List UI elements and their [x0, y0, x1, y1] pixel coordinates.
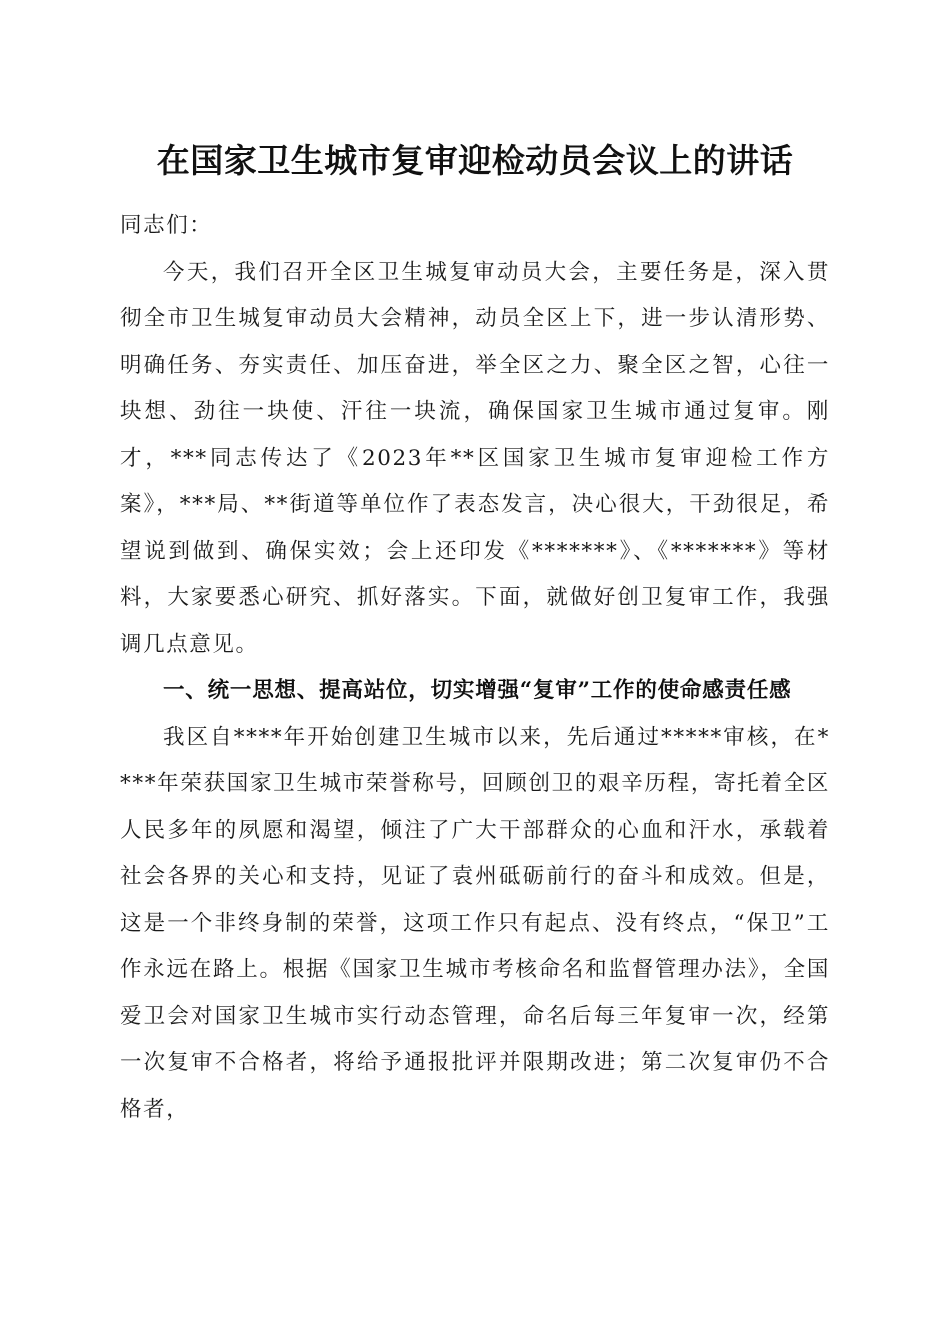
document-body — [120, 203, 830, 1133]
paragraph-intro: 今天，我们召开全区卫生城复审动员大会，主要任务是，深入贯彻全市卫生城复审动员大会精神，动员全区上下，进一步认清形势、明确任务、夯实责任、加压奋进，举全区之力、聚全区之智，心往一块想、劲往一块使、汗往一块流，确保国家卫生城市通过复审。刚才，***同志传达了《2023年**区国家卫生城市复审迎检工作方案》，***局、**街道等单位作了表态发言，决心很大，干劲很足，希望说到做到、确保实效；会上还印发《*******》、《*******》等材料，大家要悉心研究、抓好落实。下面，就做好创卫复审工作，我强调几点意见。 — [120, 259, 830, 657]
paragraph-section-1: 我区自****年开始创建卫生城市以来，先后通过*****审核，在****年荣获国家卫生城市荣誉称号，回顾创卫的艰辛历程，寄托着全区人民多年的夙愿和渴望，倾注了广大干部群众的心血和汗水，承载着社会各界的关心和支持，见证了袁州砥砺前行的奋斗和成效。但是，这是一个非终身制的荣誉，这项工作只有起点、没有终点，“保卫”工作永远在路上。根据《国家卫生城市考核命名和监督管理办法》，全国爱卫会对国家卫生城市实行动态管理，命名后每三年复审一次，经第一次复审不合格者，将给予通报批评并限期改进；第二次复审仍不合格者， — [120, 724, 830, 1122]
page-title: 在国家卫生城市复审迎检动员会议上的讲话 — [156, 141, 794, 180]
section-heading-1: 一、统一思想、提高站位，切实增强“复审”工作的使命感责任感 — [163, 678, 792, 703]
salutation: 同志们： — [120, 213, 213, 238]
